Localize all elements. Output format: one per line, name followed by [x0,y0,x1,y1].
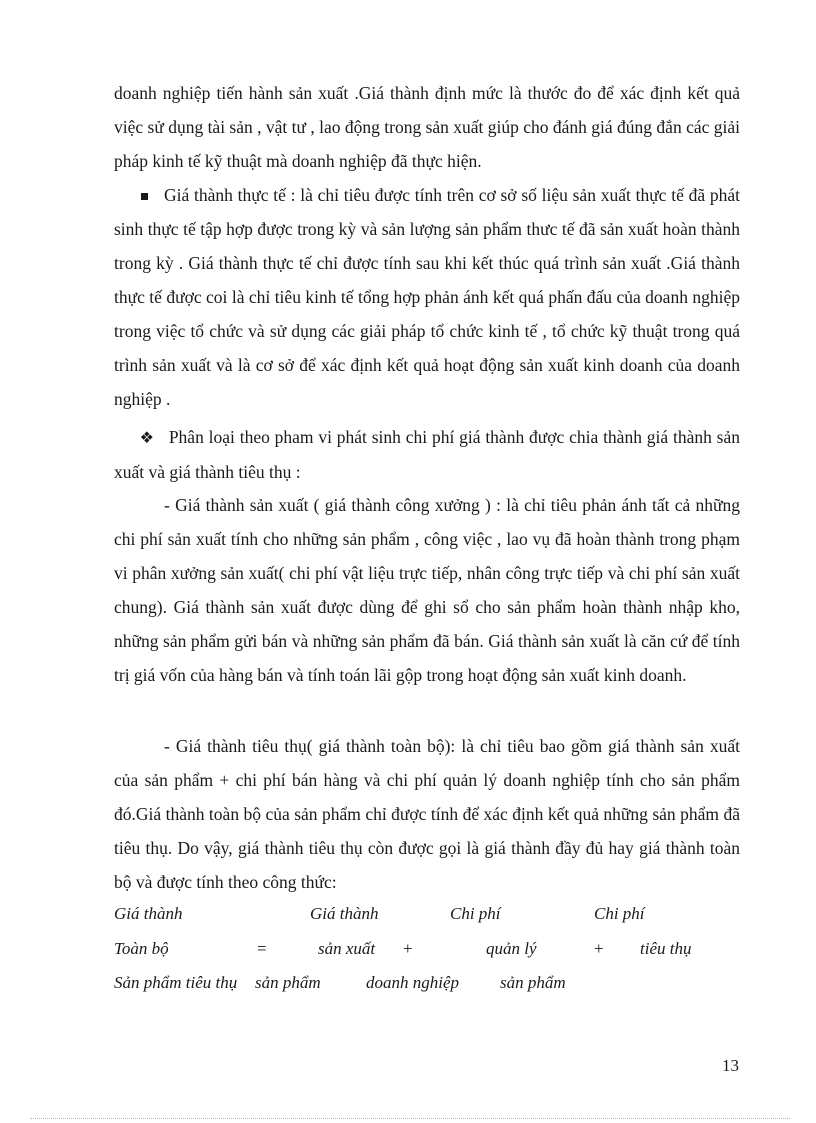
formula-r1-c1: Giá thành [114,904,183,923]
square-bullet-icon [141,193,148,200]
paragraph-phan-loai: Phân loại theo pham vi phát sinh chi phí giá thành được chia thành giá thành sản xuất và giá thành tiêu thụ : [114,427,740,482]
formula-r3-c2: sản phẩm [255,973,321,992]
formula-r1-c4: Chi phí [594,904,645,923]
formula-plus-2: + [594,939,604,958]
page-number: 13 [722,1056,739,1075]
paragraph-dinh-muc: doanh nghiệp tiến hành sản xuất .Giá thành định mức là thước đo để xác định kết quả việc sử dụng tài sản , vật tư , lao động trong sản xuất giúp cho đánh giá đúng đắn các giải pháp kinh tế kỹ thuật mà doanh nghiệp đã thực hiện. [114,83,740,171]
diamond-bullet-icon: ❖ [139,428,154,447]
bullet-paragraph-thuc-te [114,178,740,416]
formula-plus-1: + [403,939,413,958]
formula-r3-c1: Sản phẩm tiêu thụ [114,973,238,992]
page-bottom-divider [30,1118,790,1119]
formula-r3-c4: sản phẩm [500,973,566,992]
formula-r3-c3: doanh nghiệp [366,973,460,992]
paragraph-thuc-te: Giá thành thực tế : là chỉ tiêu được tính trên cơ sở số liệu sản xuất thực tế đã phát sinh thực tế tập hợp được trong kỳ và sản lượng sản phẩm thưc tế đã sản xuất hoàn thành trong kỳ . Giá thành thực tế chỉ được tính sau khi kết thúc quá trình sản xuất .Giá thành thực tế được coi là chỉ tiêu kinh tế tổng hợp phản ánh kết quá phấn đấu của doanh nghiệp trong việc tổ chức và sử dụng các giải pháp tổ chức kinh tế , tổ chức kỹ thuật trong quá trình sản xuất và là cơ sở để xác định kết quả hoạt động sản xuất kinh doanh của doanh nghiệp . [114,185,740,409]
formula-r1-c2: Giá thành [310,904,379,923]
formula-r2-c5: quản lý [486,939,537,958]
paragraph-gia-thanh-tieu-thu: - Giá thành tiêu thụ( giá thành toàn bộ): là chỉ tiêu bao gồm giá thành sản xuất của sản phẩm + chi phí bán hàng và chi phí quản lý doanh nghiệp tính cho sản phẩm đó.Giá thành toàn bộ của sản phẩm chỉ được tính để xác định kết quả những sản phẩm đã tiêu thụ. Do vậy, giá thành tiêu thụ còn được gọi là giá thành đầy đủ hay giá thành toàn bộ và được tính theo công thức: [114,736,740,892]
bullet-paragraph-phan-loai [114,420,740,489]
paragraph-gia-thanh-san-xuat: - Giá thành sản xuất ( giá thành công xưởng ) : là chỉ tiêu phản ánh tất cả những chi phí sản xuất tính cho những sản phẩm , công việc , lao vụ đã hoàn thành trong phạm vi phân xưởng sản xuất( chi phí vật liệu trực tiếp, nhân công trực tiếp và chi phí sản xuất chung). Giá thành sản xuất được dùng để ghi sổ cho sản phẩm hoàn thành nhập kho, những sản phẩm gửi bán và những sản phẩm đã bán. Giá thành sản xuất là căn cứ để tính trị giá vốn của hàng bán và tính toán lãi gộp trong hoạt động sản xuất kinh doanh. [114,495,740,685]
formula-r2-c3: sản xuất [318,939,376,958]
formula-equals: = [257,939,267,958]
formula-r2-c7: tiêu thụ [640,939,692,958]
formula-r1-c3: Chi phí [450,904,501,923]
formula-r2-c1: Toàn bộ [114,939,169,958]
